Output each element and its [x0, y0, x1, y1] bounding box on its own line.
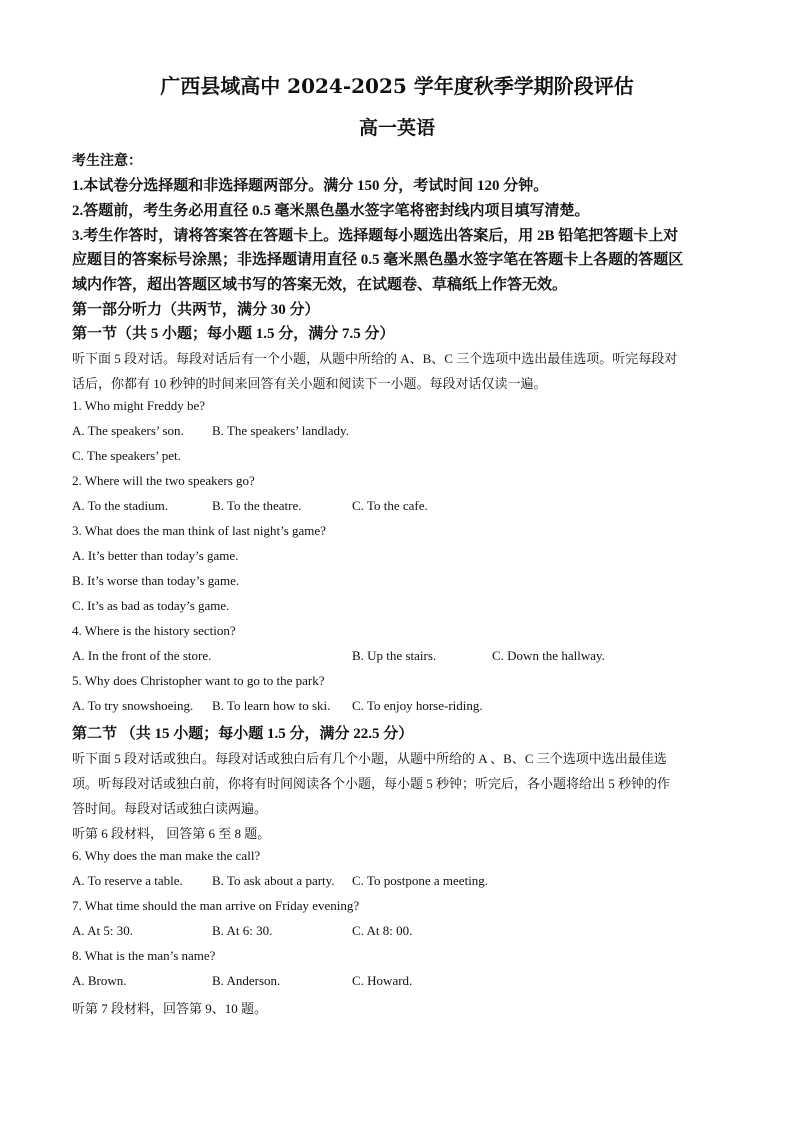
question-5-option-a: A. To try snowshoeing. [72, 698, 194, 713]
notice-heading: 考生注意： [72, 154, 142, 169]
question-6: 6. Why does the man make the call? [72, 848, 261, 863]
section1-heading: 第一节（共 5 小题；每小题 1.5 分，满分 7.5 分） [72, 326, 395, 342]
question-3-option-a: A. It’s better than today’s game. [72, 548, 239, 563]
notice-item-3-line-3: 域内作答，超出答题区域书写的答案无效，在试题卷、草稿纸上作答无效。 [72, 277, 568, 293]
question-4-option-b: B. Up the stairs. [352, 648, 437, 663]
question-6-option-c: C. To postpone a meeting. [352, 873, 489, 888]
notice-item-3-line-1: 3.考生作答时，请将答案答在答题卡上。选择题每小题选出答案后，用 2B 铅笔把答题卡上对 [72, 228, 679, 244]
question-8-option-b: B. Anderson. [212, 973, 281, 988]
question-6-option-b: B. To ask about a party. [212, 873, 335, 888]
question-7-option-a: A. At 5: 30. [72, 923, 134, 938]
notice-item-1: 1.本试卷分选择题和非选择题两部分。满分 150 分，考试时间 120 分钟。 [72, 178, 549, 194]
question-8: 8. What is the man’s name? [72, 948, 216, 963]
question-1-option-c: C. The speakers’ pet. [72, 448, 181, 463]
question-2-option-c: C. To the cafe. [352, 498, 428, 513]
notice-item-3-line-2: 应题目的答案标号涂黑；非选择题请用直径 0.5 毫米黑色墨水签字笔在答题卡上各题的答题区 [72, 252, 684, 268]
question-2-option-a: A. To the stadium. [72, 498, 168, 513]
question-3: 3. What does the man think of last night’s game? [72, 523, 326, 538]
question-5: 5. Why does Christopher want to go to the park? [72, 673, 325, 688]
exam-title: 广西县域高中 2024-2025 学年度秋季学期阶段评估 [160, 74, 634, 98]
question-4-option-a: A. In the front of the store. [72, 648, 212, 663]
question-3-option-c: C. It’s as bad as today’s game. [72, 598, 230, 613]
question-3-option-b: B. It’s worse than today’s game. [72, 573, 240, 588]
section2-instructions-line-3: 答时间。每段对话或独白读两遍。 [72, 801, 268, 816]
question-6-option-a: A. To reserve a table. [72, 873, 183, 888]
question-8-option-a: A. Brown. [72, 973, 127, 988]
exam-subject: 高一英语 [358, 117, 435, 139]
question-1-option-b: B. The speakers’ landlady. [212, 423, 349, 438]
question-5-option-c: C. To enjoy horse-riding. [352, 698, 483, 713]
material-6-instruction: 听第 6 段材料， 回答第 6 至 8 题。 [72, 826, 271, 841]
section1-instructions-line-2: 话后，你都有 10 秒钟的时间来回答有关小题和阅读下一小题。每段对话仅读一遍。 [72, 376, 547, 391]
section2-instructions-line-1: 听下面 5 段对话或独白。每段对话或独白后有几个小题，从题中所给的 A 、B、C 三个选项中选出最佳选 [72, 751, 667, 766]
question-7-option-c: C. At 8: 00. [352, 923, 413, 938]
question-2-option-b: B. To the theatre. [212, 498, 302, 513]
section2-heading: 第二节 （共 15 小题；每小题 1.5 分，满分 22.5 分） [72, 726, 414, 742]
notice-item-2: 2.答题前，考生务必用直径 0.5 毫米黑色墨水签字笔将密封线内项目填写清楚。 [72, 203, 590, 219]
material-7-instruction: 听第 7 段材料，回答第 9、10 题。 [72, 1001, 268, 1016]
question-1: 1. Who might Freddy be? [72, 398, 205, 413]
section2-instructions-line-2: 项。听每段对话或独白前，你将有时间阅读各个小题，每小题 5 秒钟；听完后，各小题将给出 5 秒钟的作 [72, 776, 671, 791]
question-7: 7. What time should the man arrive on Friday evening? [72, 898, 360, 913]
question-2: 2. Where will the two speakers go? [72, 473, 255, 488]
question-7-option-b: B. At 6: 30. [212, 923, 273, 938]
question-4-option-c: C. Down the hallway. [492, 648, 605, 663]
question-5-option-b: B. To learn how to ski. [212, 698, 331, 713]
question-4: 4. Where is the history section? [72, 623, 236, 638]
question-8-option-c: C. Howard. [352, 973, 413, 988]
part1-heading: 第一部分听力（共两节，满分 30 分） [72, 302, 320, 318]
question-1-option-a: A. The speakers’ son. [72, 423, 184, 438]
section1-instructions-line-1: 听下面 5 段对话。每段对话后有一个小题，从题中所给的 A、B、C 三个选项中选出最佳选项。听完每段对 [72, 351, 678, 366]
